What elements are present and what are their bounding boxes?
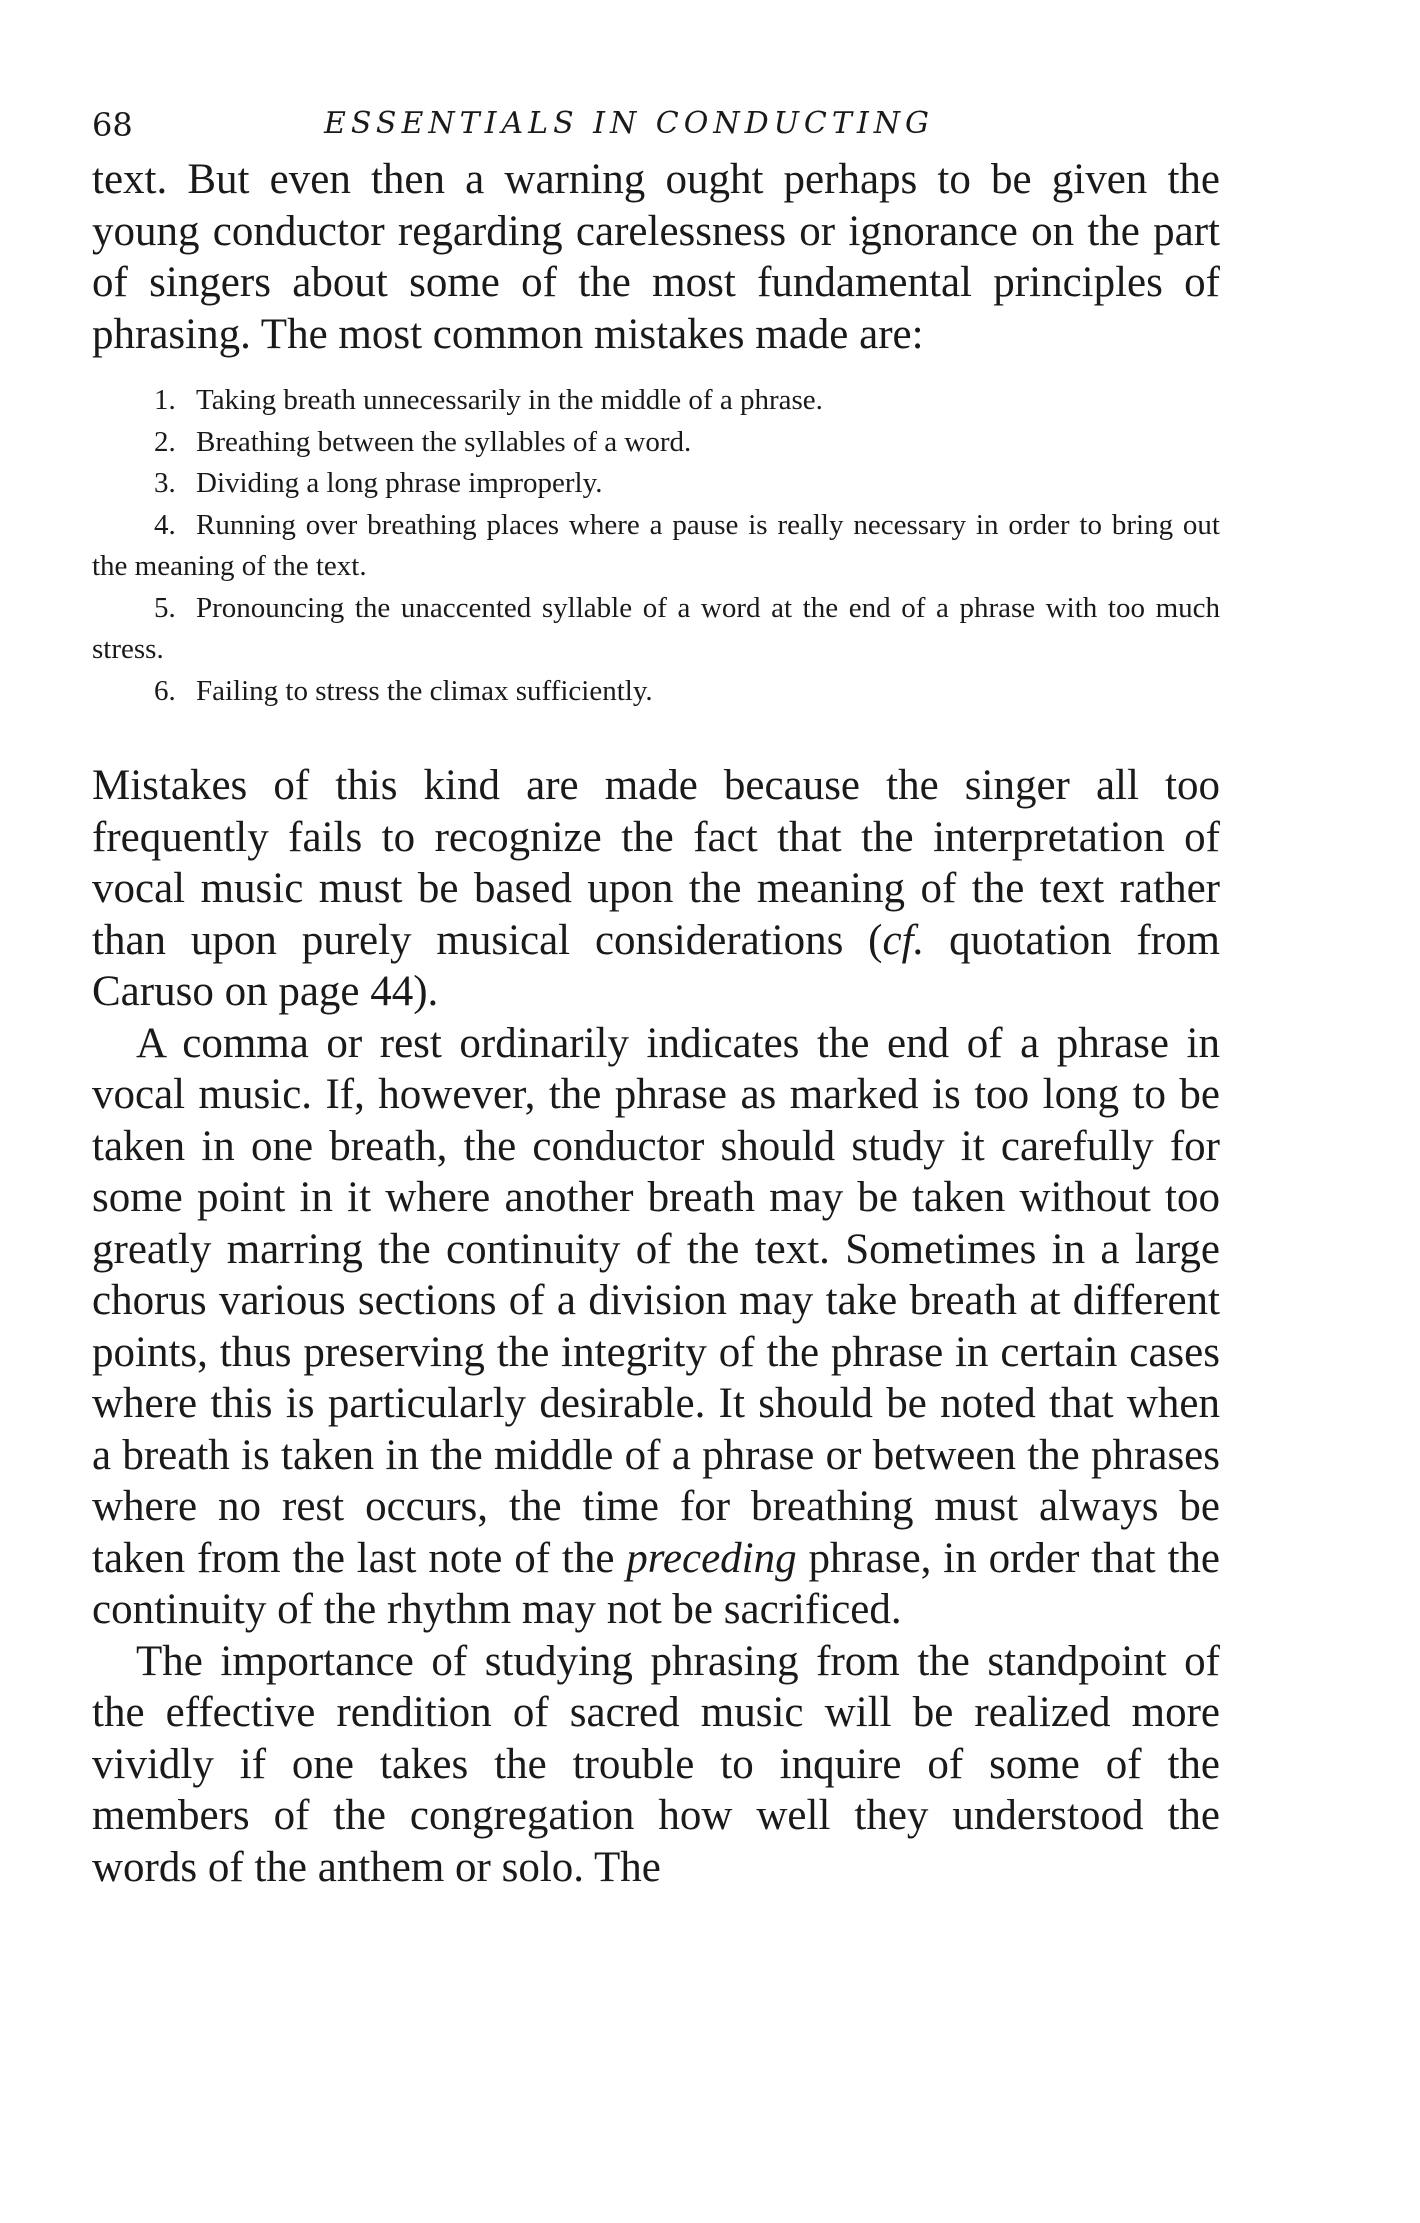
mistakes-list — [92, 380, 1220, 712]
paragraph-text: quotation from Caruso on page 44). — [92, 916, 1220, 1015]
list-item-number: 3. — [154, 467, 176, 499]
list-item — [92, 505, 1220, 588]
list-item-text: Breathing between the syllables of a word. — [196, 425, 692, 458]
list-item — [92, 671, 1220, 713]
list-item-text: Taking breath unnecessarily in the middle of a phrase. — [196, 384, 823, 416]
list-item-text: Pronouncing the unaccented syllable of a word at the end of a phrase with too much stress. — [92, 591, 1220, 665]
running-head — [92, 100, 1220, 150]
cf-abbreviation: cf. — [882, 916, 925, 964]
emphasized-word: preceding — [626, 1534, 797, 1582]
paragraph-importance: The importance of studying phrasing from the standpoint of the effective rendition of sacred music will be realized more vividly if one takes the trouble to inquire of some of the members of the congregation how well they understood the words of the anthem or solo. The — [92, 1637, 1220, 1891]
list-item — [92, 588, 1220, 671]
list-item-text: Failing to stress the climax sufficiently. — [196, 674, 653, 707]
running-title: ESSENTIALS IN CONDUCTING — [324, 106, 934, 141]
paragraph-comma-rest — [92, 1018, 1220, 1636]
lead-paragraph: text. But even then a warning ought perhaps to be given the young conductor regarding carelessness or ignorance on the part of singers about some of the most fundamental principles of phrasing. The most common mistakes made are: — [92, 156, 1220, 358]
list-item-text: Running over breathing places where a pause is really necessary in order to bring out the meaning of the text. — [92, 508, 1220, 582]
page-number: 68 — [92, 106, 133, 144]
list-item-text: Dividing a long phrase improperly. — [196, 467, 603, 499]
list-item-number: 4. — [154, 508, 176, 541]
list-item-number: 6. — [154, 674, 176, 707]
list-item — [92, 463, 1220, 505]
list-item-number: 2. — [154, 425, 176, 458]
paragraph-text: phrase, in order that the continuity of the rhythm may not be sacrificed. — [92, 1534, 1220, 1633]
list-item — [92, 380, 1220, 422]
paragraph-text: Mistakes of this kind are made because the singer all too frequently fails to recognize the fact that the interpretation of vocal music must be based upon the meaning of the text rather than upon purely musical considerations ( — [92, 762, 1220, 964]
paragraph-text: A comma or rest ordinarily indicates the end of a phrase in vocal music. If, however, the phrase as marked is too long to be taken in one breath, the conductor should study it carefully for some point in it where another breath may be taken without too greatly marring the continuity of the text. Sometimes in a large chorus various sections of a division may take breath at different points, thus preserving the integrity of the phrase in certain cases where this is particularly desirable. It should be noted that when a breath is taken in the middle of a phrase or between the phrases where no rest occurs, the time for breathing must always be taken from the last note of the — [92, 1019, 1220, 1582]
list-item — [92, 422, 1220, 464]
book-page — [92, 100, 1220, 1893]
list-item-number: 1. — [154, 384, 176, 416]
paragraph-mistakes-explanation — [92, 760, 1220, 1018]
list-item-number: 5. — [154, 591, 176, 624]
